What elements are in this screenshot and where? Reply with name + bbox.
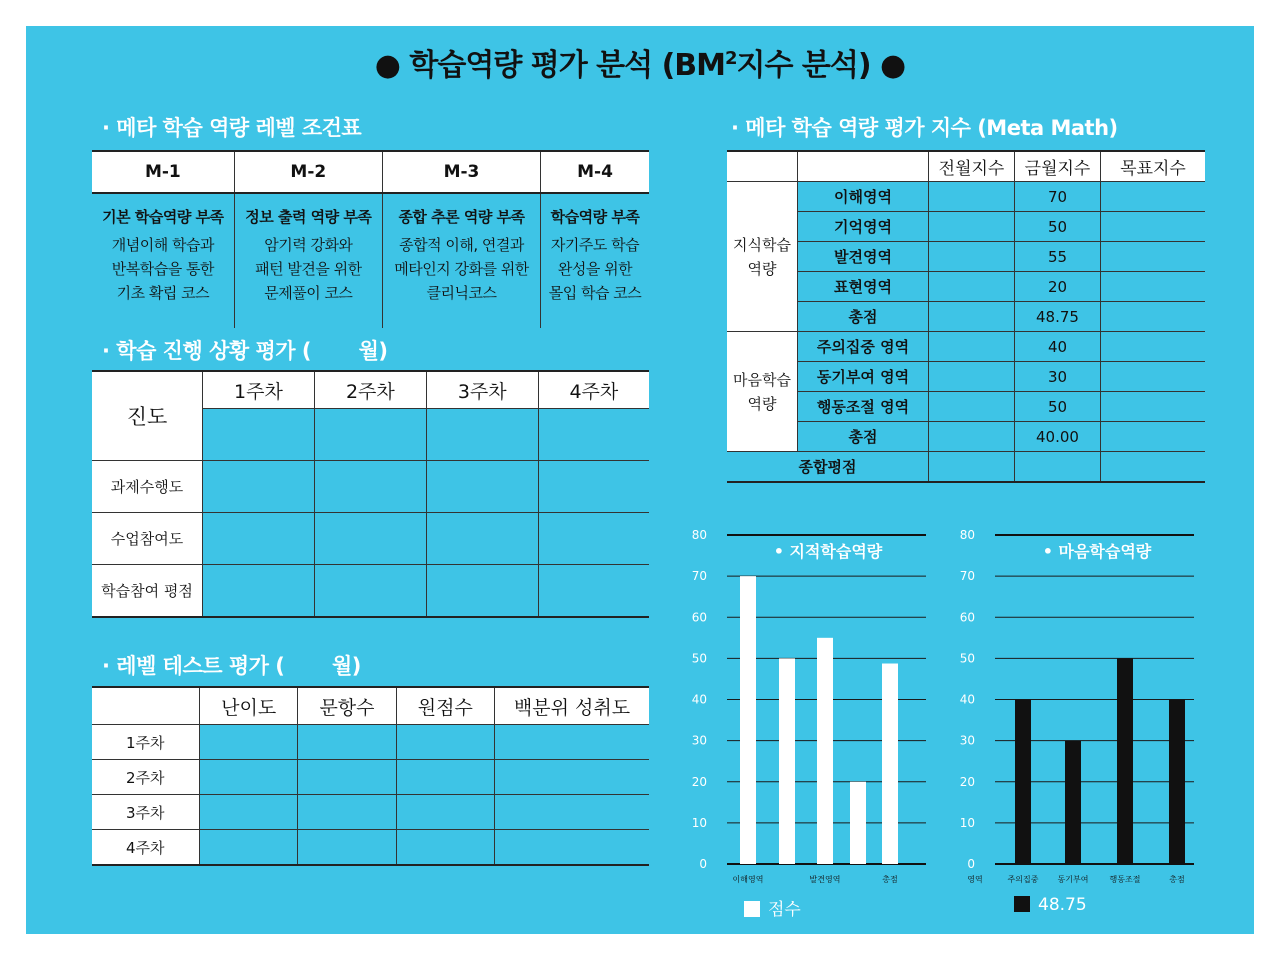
row-label: 과제수행도 [92,461,203,513]
bar [779,658,795,864]
legend-swatch-black [1014,896,1030,912]
level-cell: 종합 추론 역량 부족 종합적 이해, 연결과 메타인지 강화를 위한 클리닉코스 [382,193,540,328]
legend-left: 점수 [744,895,801,920]
category-mind: 마음학습 역량 [727,332,798,452]
title-superscript: 2 [725,48,737,69]
level-test-header: 백분위 성취도 [495,687,650,725]
x-tick-label: 행동조절 [1109,875,1141,884]
bar [1065,741,1081,864]
section-progress: · 학습 진행 상황 평가 ( 월) [102,339,388,363]
y-tick-label: 70 [959,569,975,584]
meta-value: 30 [1015,362,1101,392]
bar [1117,658,1133,864]
level-cell: 정보 출력 역량 부족 암기력 강화와 패턴 발견을 위한 문제풀이 코스 [234,193,382,328]
meta-value: 50 [1015,212,1101,242]
meta-row-label: 행동조절 영역 [798,392,929,422]
level-cell: 학습역량 부족 자기주도 학습 완성을 위한 몰입 학습 코스 [541,193,650,328]
week-header: 1주차 [203,371,315,409]
meta-value: 40.00 [1015,422,1101,452]
x-tick-label: 발견영역 [809,875,841,884]
meta-row-label: 주의집중 영역 [798,332,929,362]
meta-value: 55 [1015,242,1101,272]
level-cell: 기본 학습역량 부족 개념이해 학습과 반복학습을 통한 기초 확립 코스 [102,208,224,302]
y-tick-label: 60 [959,610,975,625]
level-header: M-2 [234,151,382,193]
y-tick-label: 0 [699,857,707,871]
y-tick-label: 40 [959,692,975,707]
meta-row-label: 총점 [798,302,929,332]
y-tick-label: 10 [959,815,975,830]
x-tick-label: 이해영역 [732,875,764,884]
level-header: M-3 [382,151,540,193]
y-tick-label: 80 [959,528,975,542]
meta-row-label: 이해영역 [798,182,929,212]
meta-row-label: 총점 [798,422,929,452]
meta-row-label: 동기부여 영역 [798,362,929,392]
meta-row-label: 표현영역 [798,272,929,302]
meta-header: 목표지수 [1101,151,1206,182]
y-tick-label: 50 [959,651,975,666]
level-header: M-1 [92,151,234,193]
meta-row-label: 기억영역 [798,212,929,242]
bar [1015,700,1031,865]
y-tick-label: 30 [691,733,707,748]
meta-value: 20 [1015,272,1101,302]
level-test-header: 문항수 [298,687,396,725]
meta-value: 40 [1015,332,1101,362]
bar [1169,700,1185,865]
legend-right: 48.75 [1014,895,1087,915]
row-label: 수업참여도 [92,513,203,565]
row-label: 진도 [92,371,203,461]
bar [850,782,866,864]
level-header: M-4 [541,151,650,193]
row-label: 3주차 [92,795,200,830]
page-title: ● 학습역량 평가 분석 ($BM^2$지수 분석) ● [374,48,906,83]
row-label: 4주차 [92,830,200,866]
x-tick-label: 주의집중 [1007,875,1039,884]
meta-header: 금월지수 [1015,151,1101,182]
bar [817,638,833,864]
y-tick-label: 20 [691,774,707,789]
week-header: 3주차 [426,371,538,409]
meta-value: 70 [1015,182,1101,212]
section-meta-index: · 메타 학습 역량 평가 지수 (Meta Math) [731,116,1118,140]
row-label: 학습참여 평점 [92,565,203,617]
row-label: 2주차 [92,760,200,795]
section-level-test: · 레벨 테스트 평가 ( 월) [102,654,361,678]
x-tick-label: 총점 [882,875,898,884]
title-main: 학습역량 평가 분석 (BM [409,48,725,83]
y-tick-label: 40 [691,692,707,707]
level-test-header: 난이도 [200,687,298,725]
x-axis-start-label: 영역 [967,875,983,884]
y-tick-label: 20 [959,774,975,789]
y-tick-label: 60 [691,610,707,625]
meta-row-label: 발견영역 [798,242,929,272]
week-header: 4주차 [538,371,649,409]
y-tick-label: 30 [959,733,975,748]
row-label: 1주차 [92,725,200,760]
meta-header: 전월지수 [929,151,1015,182]
level-test-header: 원점수 [396,687,494,725]
y-tick-label: 0 [967,857,975,871]
y-tick-label: 80 [691,528,707,542]
x-tick-label: 총점 [1169,875,1185,884]
y-tick-label: 10 [691,815,707,830]
section-level-table: · 메타 학습 역량 레벨 조건표 [102,116,362,140]
y-tick-label: 70 [691,569,707,584]
category-knowledge: 지식학습 역량 [727,182,798,332]
y-tick-label: 50 [691,651,707,666]
meta-value: 48.75 [1015,302,1101,332]
week-header: 2주차 [314,371,426,409]
meta-value: 50 [1015,392,1101,422]
chart-title: • 지적학습역량 [773,542,883,561]
total-label: 종합평점 [727,452,929,483]
legend-swatch-white [744,901,760,917]
x-tick-label: 동기부여 [1057,875,1089,884]
chart-title: • 마음학습역량 [1042,542,1152,561]
title-suffix: 지수 분석) [736,48,871,83]
bar [882,664,898,864]
bar [740,576,756,864]
